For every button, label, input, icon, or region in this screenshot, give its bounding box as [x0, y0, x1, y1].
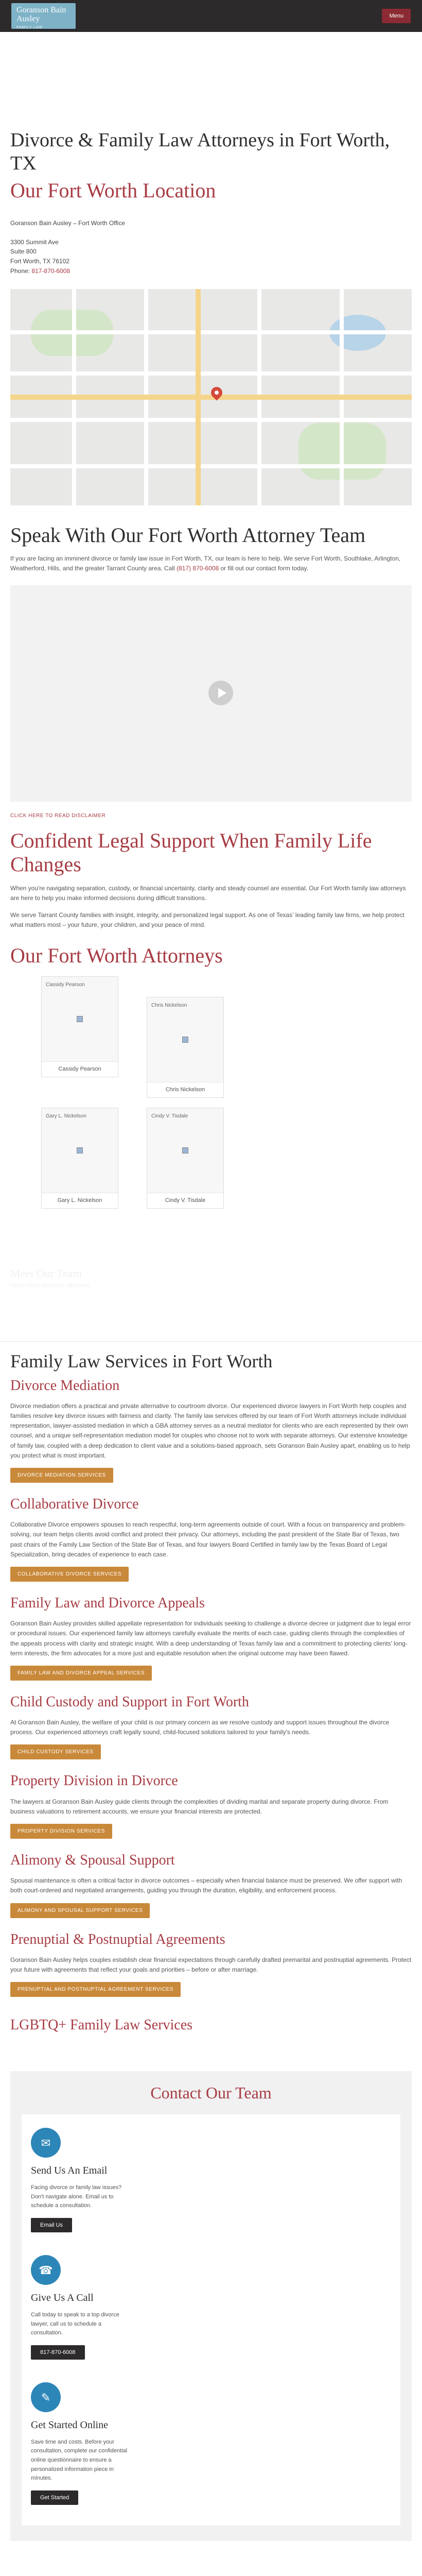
service-title: Alimony & Spousal Support: [10, 1852, 175, 1869]
attorney-photo: [147, 997, 223, 1082]
speak-text-end: or fill out our contact form today.: [219, 565, 308, 572]
phone-link[interactable]: 817-870-6008: [31, 267, 71, 275]
service-button[interactable]: PROPERTY DIVISION SERVICES: [10, 1824, 112, 1839]
attorney-name[interactable]: Cindy V. Tisdale: [165, 1197, 206, 1204]
confident-paragraph-1: When you're navigating separation, custody, or financial uncertainty, clarity and steady counsel are essential. Our Fort Worth family law attorneys are here to help you make informed decisions during difficult transitions.: [10, 884, 406, 902]
phone-icon: [31, 2255, 61, 2285]
logo-text: Goranson Bain Ausley: [16, 6, 66, 23]
photo-alt-text: Cindy V. Tisdale: [151, 1113, 188, 1120]
service-title: Family Law and Divorce Appeals: [10, 1595, 205, 1611]
service-button[interactable]: PRENUPTIAL AND POSTNUPTIAL AGREEMENT SERVICES: [10, 1982, 181, 1997]
broken-image-icon: [77, 1016, 83, 1022]
page-title: Divorce & Family Law Attorneys in Fort Worth, TX: [10, 129, 390, 174]
email-icon: [31, 2128, 61, 2158]
attorney-name[interactable]: Cassidy Pearson: [58, 1066, 101, 1073]
confident-heading: Confident Legal Support When Family Life Changes: [10, 828, 372, 876]
photo-alt-text: Gary L. Nickelson: [46, 1113, 86, 1120]
service-description: Divorce mediation offers a practical and private alternative to courtroom divorce. Our experienced divorce lawyers in Fort Worth help couples and families resolve key divorce issues with fairness and clarity. The family law services offered by our team of Fort Worth attorneys include individual representation, lawyer-assisted mediation in which a GBA attorney serves as a neutral mediator for clients who are each represented by their own counsel, and a unique self-representation mediation model for couples who choose not to work with separate attorneys. Our extensive knowledge of family law, coupled with a deep dedication to client value and a solutions-based approach, sets Goranson Bain Ausley apart, enabling us to help you protect what is most important.: [10, 1402, 410, 1459]
contact-heading: Contact Our Team: [150, 2083, 272, 2103]
logo-subtitle: FAMILY LAW: [16, 25, 43, 29]
service-item: [10, 1595, 412, 1681]
main-content: [0, 129, 422, 1327]
service-description: The lawyers at Goranson Bain Ausley guide clients through the complexities of dividing marital and separate property during divorce. From business valuations to retirement accounts, we ensure your financial interests are protected.: [10, 1798, 389, 1815]
contact-title: Give Us A Call: [31, 2292, 94, 2303]
photo-alt-text: Chris Nickelson: [151, 1003, 187, 1009]
attorney-grid: [10, 976, 412, 1327]
service-button[interactable]: FAMILY LAW AND DIVORCE APPEAL SERVICES: [10, 1666, 152, 1681]
contact-title: Send Us An Email: [31, 2165, 108, 2177]
speak-heading: Speak With Our Fort Worth Attorney Team: [10, 523, 366, 547]
service-item: [10, 1694, 412, 1760]
office-address: [10, 218, 412, 276]
contact-description: Call today to speak to a top divorce lawyer, call us to schedule a consultation.: [31, 2311, 119, 2336]
speak-paragraph: [10, 554, 412, 573]
attorney-card[interactable]: [147, 997, 224, 1098]
email-us-button[interactable]: Email Us: [31, 2218, 72, 2232]
service-description: Goranson Bain Ausley provides skilled appellate representation for individuals seeking to challenge a divorce decree or judgment due to legal error or procedural issues. Our experienced family law attorneys carefully evaluate the merits of each case, guiding clients through the complexities of the appeals process with clarity and strategic insight. With a deep understanding of Texas family law and a commitment to protecting clients' long-term interests, the firm advocates for a more just and equitable resolution when the original outcome may have been flawed.: [10, 1620, 411, 1657]
map-road: [10, 371, 412, 376]
meet-team-subtext: Learn more about our attorneys: [10, 1282, 90, 1289]
contact-email: [31, 2128, 129, 2232]
attorney-photo: [42, 1108, 118, 1193]
service-item: [10, 1931, 412, 1997]
service-button[interactable]: ALIMONY AND SPOUSAL SUPPORT SERVICES: [10, 1903, 150, 1918]
play-icon[interactable]: [208, 681, 233, 705]
street-address: 3300 Summit Ave: [10, 238, 59, 246]
location-map[interactable]: [10, 289, 412, 505]
broken-image-icon: [182, 1147, 188, 1154]
attorney-card[interactable]: [41, 1108, 118, 1209]
service-button[interactable]: COLLABORATIVE DIVORCE SERVICES: [10, 1567, 129, 1582]
speak-phone-link[interactable]: (817) 870-6008: [177, 565, 219, 572]
lgbtq-services-link[interactable]: LGBTQ+ Family Law Services: [10, 2017, 193, 2033]
contact-call: [31, 2255, 129, 2360]
map-pin-dot: [214, 390, 219, 396]
disclaimer-link[interactable]: CLICK HERE TO READ DISCLAIMER: [10, 812, 106, 819]
service-title: Child Custody and Support in Fort Worth: [10, 1693, 249, 1710]
contact-description: Save time and costs. Before your consultation, complete our confidential online questionnaire to ensure a personalized information piece in minutes.: [31, 2438, 128, 2482]
service-description: Collaborative Divorce empowers spouses to reach respectful, long-term agreements outside of court. With a focus on transparency and problem-solving, our team helps clients avoid conflict and protect their privacy. Our attorneys, including the past president of the State Bar of Texas, two past chairs of the Family Law Section of the State Bar of Texas, and four lawyers Board Certified in family law by the Texas Board of Legal Specialization, bring decades of experience to each case.: [10, 1521, 406, 1558]
office-name: Goranson Bain Ausley – Fort Worth Office: [10, 219, 125, 227]
speak-text-start: If you are facing an imminent divorce or family law issue in Fort Worth, TX, our team is here to help. We serve Fort Worth, Southlake, Arlington, Weatherford, Hills, and the greater Tarrant County area. Call: [10, 555, 401, 572]
attorney-photo: [42, 977, 118, 1062]
service-item: [10, 1496, 412, 1582]
contact-section: [10, 2071, 412, 2541]
video-embed[interactable]: [10, 585, 412, 802]
service-description: Goranson Bain Ausley helps couples establish clear financial expectations through carefully drafted premarital and postnuptial agreements. Protect your future with agreements that reflect your goals and priorities – before or after marriage.: [10, 1956, 412, 1973]
service-item: [10, 1378, 412, 1483]
map-road: [10, 418, 412, 422]
map-road: [10, 330, 412, 334]
photo-alt-text: Cassidy Pearson: [46, 982, 85, 988]
attorney-photo: [147, 1108, 223, 1193]
confident-paragraph-2: We serve Tarrant County families with insight, integrity, and personalized legal support. As one of Texas' leading family law firms, we help protect what matters most – your future, your children, and your peace of mind.: [10, 911, 405, 929]
map-highway: [196, 289, 201, 505]
site-header: [0, 0, 422, 32]
site-logo[interactable]: [11, 3, 76, 29]
get-started-button[interactable]: Get Started: [31, 2490, 78, 2505]
attorneys-heading: Our Fort Worth Attorneys: [10, 944, 223, 968]
location-heading: Our Fort Worth Location: [10, 178, 216, 202]
city-state-zip: Fort Worth, TX 76102: [10, 258, 69, 265]
form-glyph: ✎: [41, 2391, 51, 2404]
service-button[interactable]: DIVORCE MEDIATION SERVICES: [10, 1468, 113, 1483]
menu-button[interactable]: Menu: [382, 9, 411, 23]
service-description: At Goranson Bain Ausley, the welfare of your child is our primary concern as we resolve custody and support issues throughout the divorce process. Our experienced attorneys craft legally sound, child-focused solutions tailored to your family's needs.: [10, 1719, 390, 1736]
service-button[interactable]: CHILD CUSTODY SERVICES: [10, 1744, 101, 1759]
services-section: [0, 1341, 422, 2052]
service-description: Spousal maintenance is often a critical factor in divorce outcomes – especially when financial balance must be preserved. We offer support with both court-ordered and negotiated arrangements, guiding you through the duration, eligibility, and enforcement process.: [10, 1877, 402, 1894]
broken-image-icon: [182, 1037, 188, 1043]
call-button[interactable]: 817-870-6008: [31, 2345, 85, 2360]
attorney-card[interactable]: [41, 976, 118, 1077]
form-icon: [31, 2382, 61, 2412]
service-item: [10, 1773, 412, 1839]
broken-image-icon: [77, 1147, 83, 1154]
email-glyph: ✉: [41, 2137, 51, 2150]
contact-title: Get Started Online: [31, 2419, 108, 2431]
attorney-card[interactable]: [147, 1108, 224, 1209]
phone-line: [10, 266, 412, 276]
attorney-name[interactable]: Gary L. Nickelson: [57, 1197, 102, 1204]
phone-label: Phone:: [10, 267, 30, 275]
map-road: [10, 464, 412, 468]
suite-number: Suite 800: [10, 248, 37, 256]
map-highway: [10, 395, 412, 400]
service-title: Collaborative Divorce: [10, 1496, 139, 1513]
service-title: Property Division in Divorce: [10, 1773, 178, 1789]
service-title: Prenuptial & Postnuptial Agreements: [10, 1931, 225, 1947]
contact-options: [22, 2114, 400, 2526]
attorney-name[interactable]: Chris Nickelson: [165, 1087, 205, 1093]
contact-description: Facing divorce or family law issues? Don't navigate alone. Email us to schedule a consultation.: [31, 2184, 122, 2209]
phone-glyph: ☎: [39, 2264, 53, 2277]
service-title: Divorce Mediation: [10, 1377, 120, 1394]
contact-online: [31, 2382, 129, 2505]
meet-team-link[interactable]: Meet Our Team: [10, 1267, 82, 1280]
services-heading: Family Law Services in Fort Worth: [10, 1351, 273, 1372]
service-item: [10, 1852, 412, 1918]
